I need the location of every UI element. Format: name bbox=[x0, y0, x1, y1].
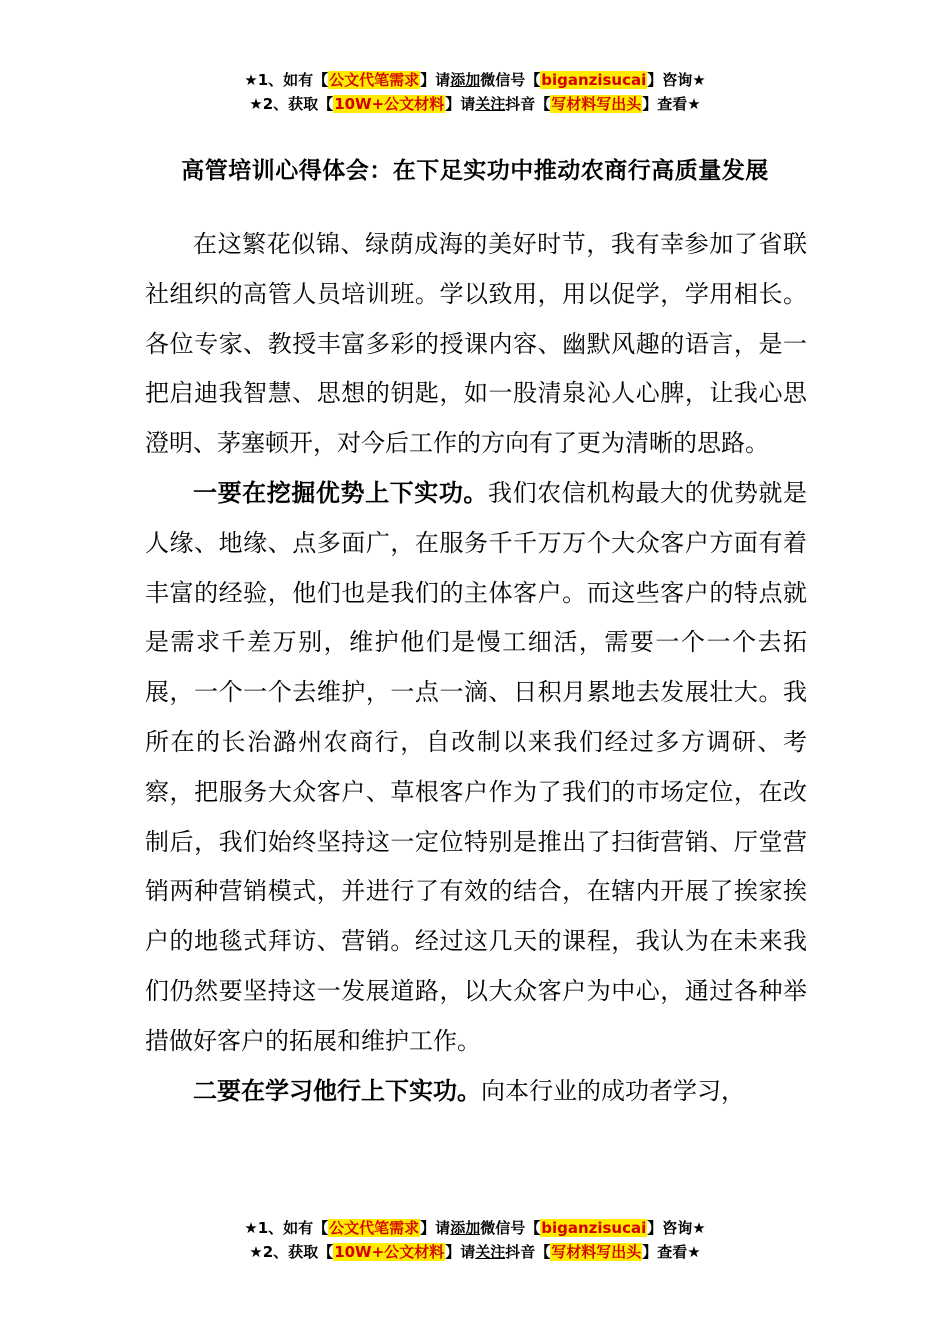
banner-text: 】请 bbox=[420, 71, 451, 89]
banner-text: ★1、如有【 bbox=[244, 71, 329, 89]
document-body bbox=[145, 220, 807, 1116]
banner-text: 微信号【 bbox=[480, 71, 541, 89]
document-title: 高管培训心得体会：在下足实功中推动农商行高质量发展 bbox=[181, 158, 769, 184]
banner-highlight: 公文代笔需求 bbox=[329, 1219, 420, 1237]
banner-text: 抖音【 bbox=[505, 95, 551, 113]
footer-banner bbox=[0, 1216, 950, 1264]
section-2-text: 向本行业的成功者学习， bbox=[481, 1076, 745, 1105]
banner-highlight: 公文代笔需求 bbox=[329, 71, 420, 89]
banner-text: ★1、如有【 bbox=[244, 1219, 329, 1237]
banner-underline: 关注 bbox=[475, 1243, 506, 1261]
banner-text: 】请 bbox=[420, 1219, 451, 1237]
banner-text: 】请 bbox=[445, 1243, 476, 1261]
banner-line-1 bbox=[0, 68, 950, 92]
banner-highlight: 10W+公文材料 bbox=[334, 95, 445, 113]
section-1-heading: 一要在挖掘优势上下实功。 bbox=[193, 478, 488, 507]
banner-highlight: biganzisucai bbox=[541, 71, 647, 89]
intro-paragraph: 在这繁花似锦、绿荫成海的美好时节，我有幸参加了省联社组织的高管人员培训班。学以致用，用以促学，学用相长。各位专家、教授丰富多彩的授课内容、幽默风趣的语言，是一把启迪我智慧、思想的钥匙，如一股清泉沁人心脾，让我心思澄明、茅塞顿开，对今后工作的方向有了更为清晰的思路。 bbox=[145, 230, 807, 458]
banner-highlight: biganzisucai bbox=[541, 1219, 647, 1237]
banner-line-2 bbox=[0, 1240, 950, 1264]
banner-text: 微信号【 bbox=[480, 1219, 541, 1237]
banner-line-2 bbox=[0, 92, 950, 116]
section-1-paragraph bbox=[145, 469, 807, 1067]
banner-text: 】查看★ bbox=[642, 95, 701, 113]
section-1-text: 我们农信机构最大的优势就是人缘、地缘、点多面广，在服务千千万万个大众客户方面有着丰富的经验，他们也是我们的主体客户。而这些客户的特点就是需求千差万别，维护他们是慢工细活，需要一个一个去拓展，一个一个去维护，一点一滴、日积月累地去发展壮大。我所在的长治潞州农商行，自改制以来我们经过多方调研、考察，把服务大众客户、草根客户作为了我们的市场定位，在改制后，我们始终坚持这一定位特别是推出了扫街营销、厅堂营销两种营销模式，并进行了有效的结合，在辖内开展了挨家挨户的地毯式拜访、营销。经过这几天的课程，我认为在未来我们仍然要坚持这一发展道路，以大众客户为中心，通过各种举措做好客户的拓展和维护工作。 bbox=[145, 478, 807, 1055]
banner-highlight: 写材料写出头 bbox=[551, 1243, 642, 1261]
section-2-paragraph bbox=[145, 1067, 807, 1117]
banner-text: 】查看★ bbox=[642, 1243, 701, 1261]
banner-text: 】咨询★ bbox=[647, 1219, 706, 1237]
banner-highlight: 10W+公文材料 bbox=[334, 1243, 445, 1261]
banner-text: ★2、获取【 bbox=[249, 1243, 334, 1261]
banner-text: ★2、获取【 bbox=[249, 95, 334, 113]
banner-underline: 关注 bbox=[475, 95, 506, 113]
banner-text: 抖音【 bbox=[505, 1243, 551, 1261]
banner-line-1 bbox=[0, 1216, 950, 1240]
banner-underline: 添加 bbox=[450, 1219, 481, 1237]
banner-text: 】请 bbox=[445, 95, 476, 113]
section-2-heading: 二要在学习他行上下实功。 bbox=[193, 1076, 481, 1105]
banner-text: 】咨询★ bbox=[647, 71, 706, 89]
banner-underline: 添加 bbox=[450, 71, 481, 89]
banner-highlight: 写材料写出头 bbox=[551, 95, 642, 113]
header-banner bbox=[0, 68, 950, 116]
